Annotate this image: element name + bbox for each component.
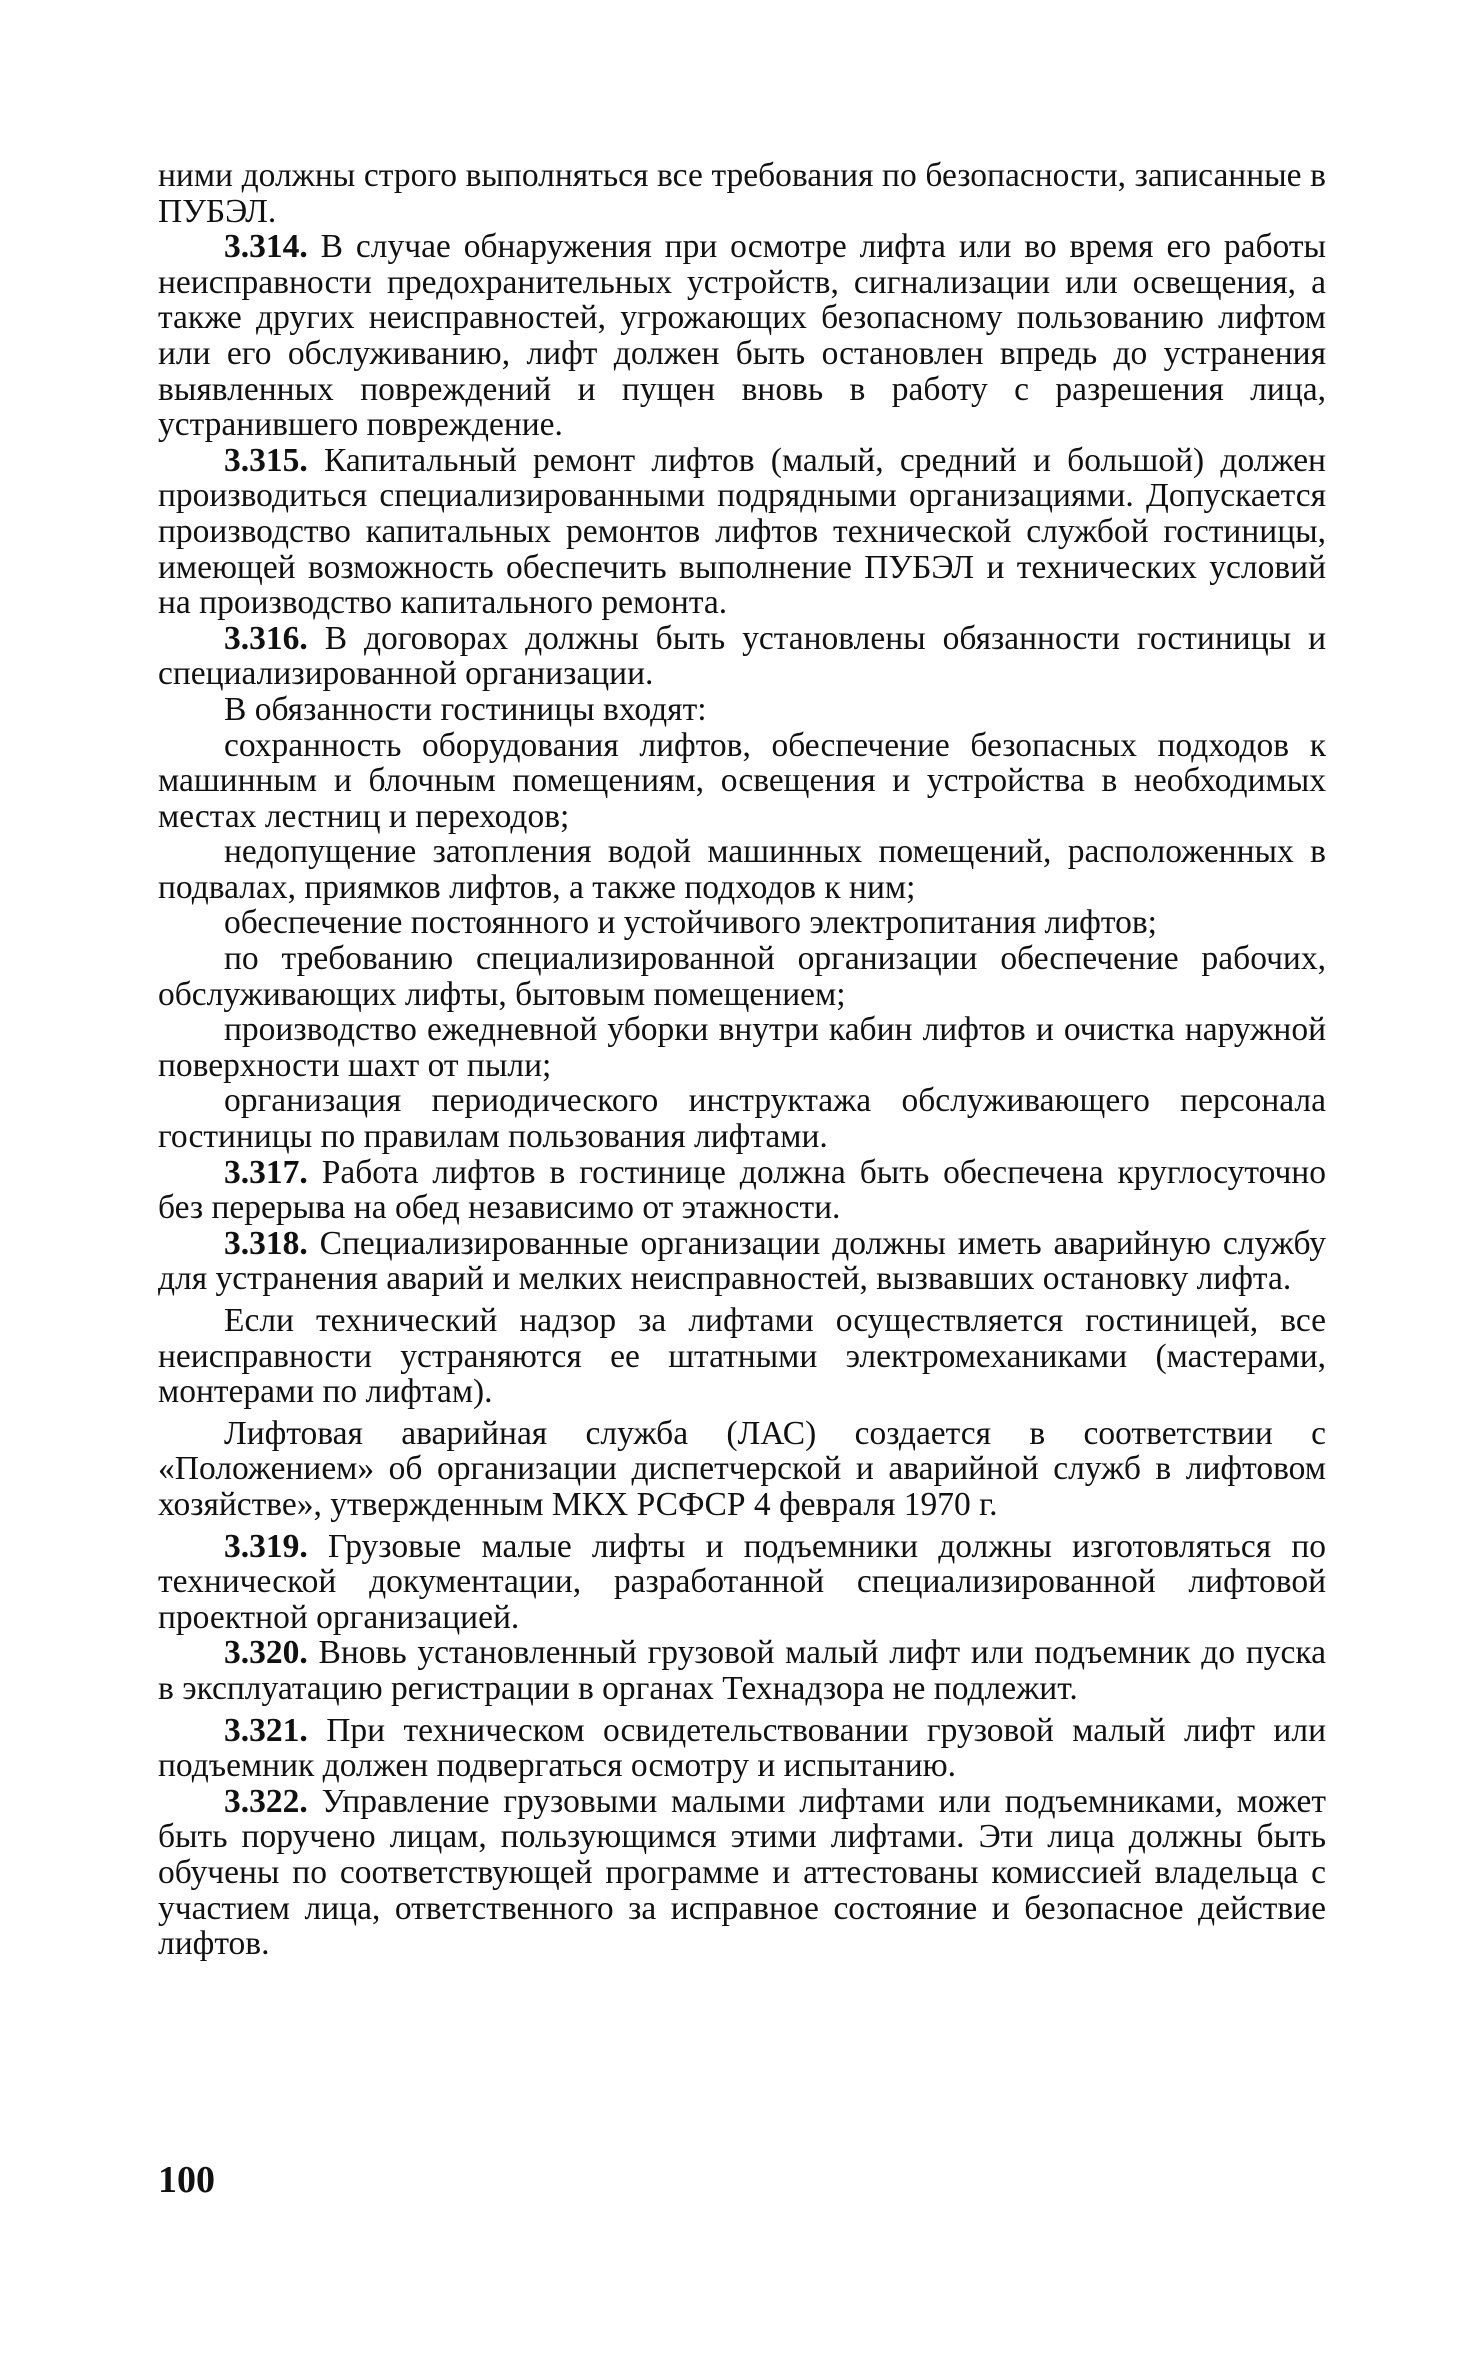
- clause-number: 3.316.: [224, 619, 308, 657]
- paragraph-text: Капитальный ремонт лифтов (малый, средний и большой) должен производиться специализированными подрядными организациями. Допускается производство капитальных ремонтов лифтов технической службой гостиницы, имеющей возможность обеспечить выполнение ПУБЭЛ и технических условий на производство капитального ремонта.: [158, 441, 1326, 622]
- list-item: производство ежедневной уборки внутри кабин лифтов и очистка наружной поверхности шахт от пыли;: [158, 1011, 1326, 1084]
- page-body: [158, 158, 1326, 1962]
- paragraph-text: При техническом освидетельствовании грузовой малый лифт или подъемник должен подвергаться осмотру и испытанию.: [158, 1711, 1326, 1785]
- paragraph-text: Вновь установленный грузовой малый лифт или подъемник до пуска в эксплуатацию регистрации в органах Технадзора не подлежит.: [158, 1634, 1326, 1707]
- paragraph-3-316: [158, 621, 1326, 692]
- list-intro: В обязанности гостиницы входят:: [224, 690, 707, 728]
- paragraph-3-317: [158, 1155, 1326, 1226]
- paragraph-3-321: [158, 1713, 1326, 1784]
- paragraph-3-320: [158, 1635, 1326, 1706]
- clause-number: 3.317.: [224, 1153, 308, 1191]
- clause-number: 3.320.: [224, 1634, 308, 1672]
- paragraph-text: В договорах должны быть установлены обязанности гостиницы и специализированной организации.: [158, 619, 1326, 693]
- clause-number: 3.315.: [224, 441, 308, 479]
- paragraph-3-319: [158, 1529, 1326, 1636]
- clause-number: 3.319.: [224, 1527, 308, 1565]
- clause-number: 3.318.: [224, 1224, 308, 1262]
- list-item: организация периодического инструктажа обслуживающего персонала гостиницы по правилам пользования лифтами.: [158, 1082, 1326, 1156]
- list-item: по требованию специализированной организации обеспечение рабочих, обслуживающих лифты, бытовым помещением;: [158, 940, 1326, 1013]
- paragraph-text: Управление грузовыми малыми лифтами или подъемниками, может быть поручено лицам, пользующимся этими лифтами. Эти лица должны быть обучены по соответствующей программе и аттестованы комиссией владельца с участием лица, ответственного за исправное состояние и безопасное действие лифтов.: [158, 1782, 1326, 1963]
- paragraph-3-315: [158, 443, 1326, 621]
- list-item: сохранность оборудования лифтов, обеспечение безопасных подходов к машинным и блочным помещениям, освещения и устройства в необходимых местах лестниц и переходов;: [158, 726, 1326, 835]
- list-item: обеспечение постоянного и устойчивого электропитания лифтов;: [224, 904, 1157, 942]
- paragraph-3-322: [158, 1784, 1326, 1962]
- paragraph-technical-supervision: Если технический надзор за лифтами осуществляется гостиницей, все неисправности устраняются ее штатными электромеханиками (мастерами, монтерами по лифтам).: [158, 1302, 1326, 1411]
- paragraph-text: В случае обнаружения при осмотре лифта или во время его работы неисправности предохранительных устройств, сигнализации или освещения, а также других неисправностей, угрожающих безопасному пользованию лифтом или его обслуживанию, лифт должен быть остановлен впредь до устранения выявленных повреждений и пущен вновь в работу с разрешения лица, устранившего повреждение.: [158, 228, 1326, 444]
- paragraph-text: Специализированные организации должны иметь аварийную службу для устранения аварий и мелких неисправностей, вызвавших остановку лифта.: [158, 1224, 1326, 1298]
- clause-number: 3.322.: [224, 1782, 308, 1820]
- paragraph-continuation: ними должны строго выполняться все требования по безопасности, записанные в ПУБЭЛ.: [158, 157, 1326, 230]
- paragraph-3-314: [158, 229, 1326, 443]
- paragraph-3-318: [158, 1226, 1326, 1297]
- paragraph-text: Грузовые малые лифты и подъемники должны изготовляться по технической документации, разработанной специализированной лифтовой проектной организацией.: [158, 1527, 1326, 1636]
- paragraph-emergency-service: Лифтовая аварийная служба (ЛАС) создается в соответствии с «Положением» об организации диспетчерской и аварийной служб в лифтовом хозяйстве», утвержденным МКХ РСФСР 4 февраля 1970 г.: [158, 1414, 1326, 1523]
- clause-number: 3.314.: [224, 228, 308, 266]
- list-item: недопущение затопления водой машинных помещений, расположенных в подвалах, приямков лифтов, а также подходов к ним;: [158, 833, 1326, 906]
- page-number: 100: [158, 2159, 215, 2201]
- paragraph-text: Работа лифтов в гостинице должна быть обеспечена круглосуточно без перерыва на обед независимо от этажности.: [158, 1153, 1326, 1227]
- clause-number: 3.321.: [224, 1711, 308, 1749]
